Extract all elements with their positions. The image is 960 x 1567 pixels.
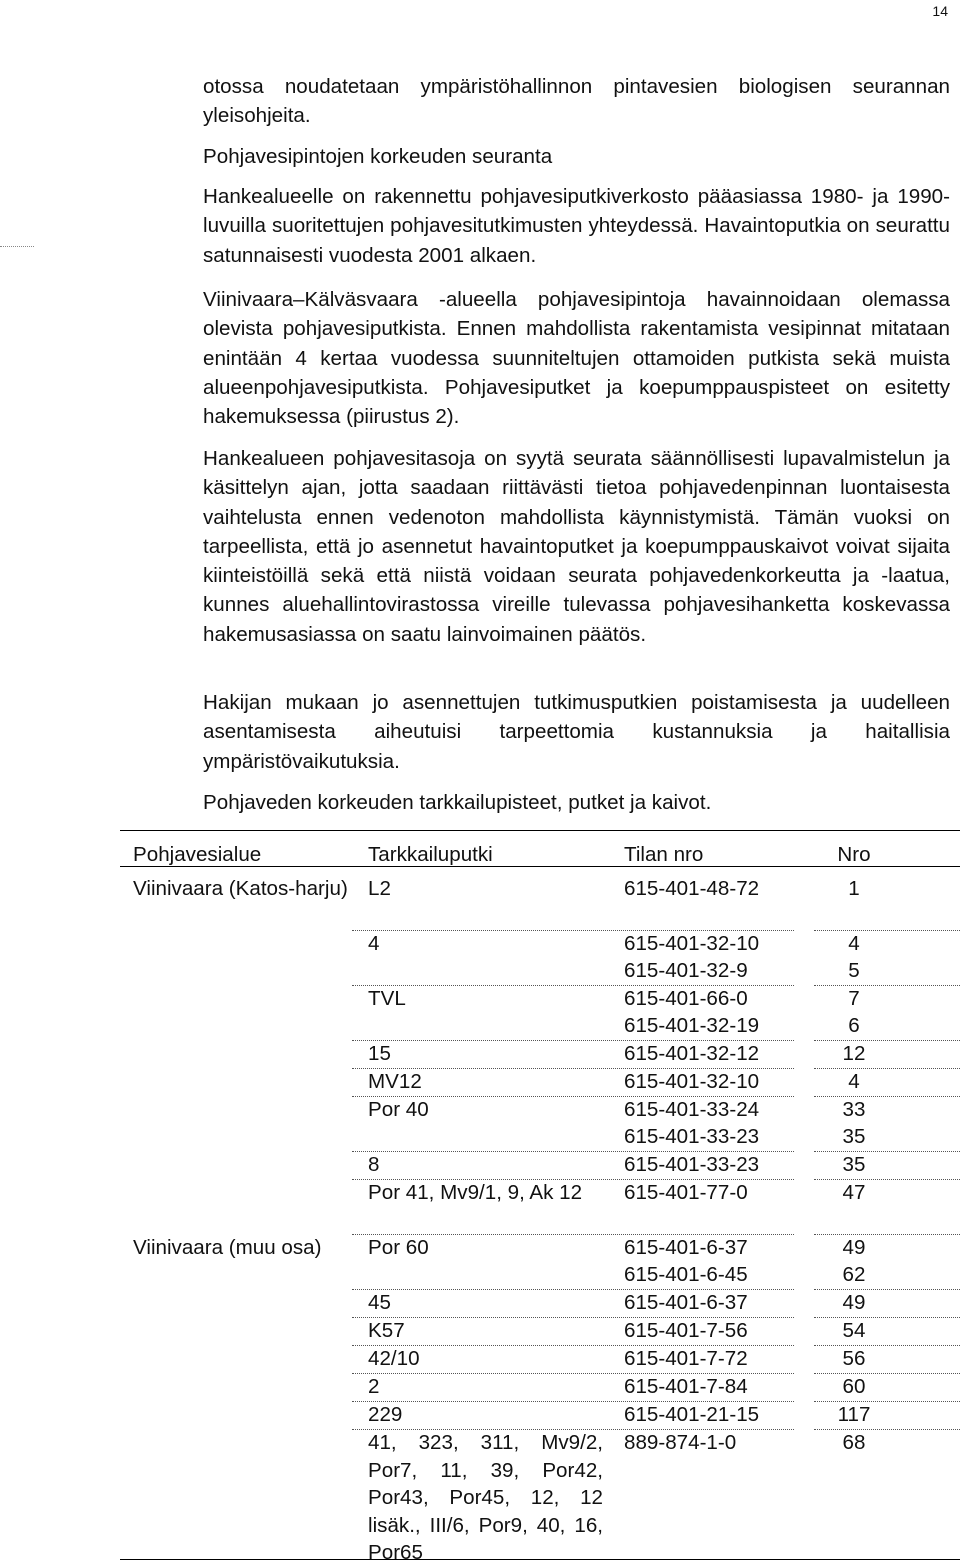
cell-tarkkailuputki: TVL: [368, 987, 406, 1010]
paragraph-4: [203, 444, 950, 649]
paragraph-5: [203, 688, 950, 776]
cell-tarkkailuputki: 2: [368, 1375, 380, 1398]
paragraph-text: Hankealueen pohjavesitasoja on syytä seurata säännöllisesti lupavalmistelun ja käsittelyn ajan, jotta saadaan riittävästi tietoa pohjavedenpinnan luontaisesta vaihtelusta ennen vedenoton mahdollista käynnistymistä. Tämän vuoksi on tarpeellista, että jo asennetut havaintoputket ja koepumppauskaivot voivat sijaita kiinteistöillä sekä että niistä voidaan seurata pohjavedenkorkeutta ja -laatua, kunnes aluehallintovirastossa vireille tulevassa pohjavesihanketta koskevassa hakemusasiassa on saatu lainvoimainen päätös.: [203, 447, 950, 646]
paragraph-3: [203, 285, 950, 431]
cell-nro: 60: [842, 1375, 866, 1398]
cell-tarkkailuputki: 45: [368, 1291, 391, 1314]
caption-text: Pohjaveden korkeuden tarkkailupisteet, putket ja kaivot.: [203, 791, 712, 814]
cell-nro: 68: [842, 1431, 866, 1454]
cell-tilan-nro: 615-401-48-72: [624, 877, 760, 900]
section-heading: [203, 142, 950, 171]
header-pohjavesialue: Pohjavesialue: [133, 843, 262, 866]
cell-nro: 4: [848, 932, 860, 955]
cell-nro: 49: [842, 1291, 866, 1314]
cell-tilan-nro: 615-401-7-84: [624, 1375, 748, 1398]
cell-tilan-nro: 615-401-33-24: [624, 1098, 760, 1121]
heading-text: Pohjavesipintojen korkeuden seuranta: [203, 145, 553, 168]
cell-tilan-nro: 615-401-32-19: [624, 1014, 760, 1037]
cell-tarkkailuputki: Por 40: [368, 1098, 429, 1121]
table-top-rule: [120, 830, 960, 831]
cell-tilan-nro: 615-401-33-23: [624, 1125, 760, 1148]
cell-nro: 35: [842, 1153, 866, 1176]
cell-tarkkailuputki: 229: [368, 1403, 403, 1426]
table-header-row: [120, 841, 960, 869]
cell-tilan-nro: 615-401-33-23: [624, 1153, 760, 1176]
cell-tarkkailuputki: MV12: [368, 1070, 422, 1093]
cell-tilan-nro: 615-401-6-37: [624, 1291, 748, 1314]
cell-nro: 54: [842, 1319, 866, 1342]
paragraph-text: Hakijan mukaan jo asennettujen tutkimusputkien poistamisesta ja uudelleen asentamisesta aiheutuisi tarpeettomia kustannuksia ja haitallisia ympäristövaikutuksia.: [203, 691, 950, 773]
cell-tarkkailuputki: 41, 323, 311, Mv9/2, Por7, 11, 39, Por42, Por43, Por45, 12, 12 lisäk., III/6, Por9, 40, 16, Por65: [368, 1431, 603, 1564]
cell-pohjavesialue: Viinivaara (Katos-harju): [133, 877, 348, 900]
cell-nro: 56: [842, 1347, 866, 1370]
cell-nro: 7: [848, 987, 860, 1010]
header-tilan-nro: Tilan nro: [624, 843, 704, 866]
cell-tarkkailuputki: L2: [368, 877, 391, 900]
page-number: 14: [932, 3, 948, 19]
cell-nro: 4: [848, 1070, 860, 1093]
paragraph-2: [203, 182, 950, 270]
cell-tilan-nro: 615-401-7-72: [624, 1347, 748, 1370]
cell-tarkkailuputki: Por 60: [368, 1236, 429, 1259]
cell-tarkkailuputki: 42/10: [368, 1347, 420, 1370]
cell-tilan-nro: 615-401-32-10: [624, 932, 760, 955]
cell-tilan-nro: 615-401-77-0: [624, 1181, 748, 1204]
cell-nro: 117: [837, 1403, 871, 1426]
cell-tarkkailuputki: 8: [368, 1153, 380, 1176]
cell-tilan-nro: 615-401-66-0: [624, 987, 748, 1010]
cell-nro: 5: [848, 959, 860, 982]
cell-tarkkailuputki: Por 41, Mv9/1, 9, Ak 12: [368, 1181, 583, 1204]
margin-mark: [0, 246, 34, 247]
cell-tilan-nro: 615-401-6-37: [624, 1236, 748, 1259]
header-tarkkailuputki: Tarkkailuputki: [368, 843, 493, 866]
cell-nro: 35: [842, 1125, 866, 1148]
cell-nro: 33: [842, 1098, 866, 1121]
cell-tarkkailuputki: 15: [368, 1042, 391, 1065]
paragraph-text: Hankealueelle on rakennettu pohjavesiputkiverkosto pääasiassa 1980- ja 1990-luvuilla suoritettujen pohjavesitutkimusten yhteydessä. Havaintoputkia on seurattu satunnaisesti vuodesta 2001 alkaen.: [203, 185, 950, 267]
cell-nro: 49: [842, 1236, 866, 1259]
cell-nro: 62: [842, 1263, 866, 1286]
cell-nro: 12: [842, 1042, 866, 1065]
cell-tilan-nro: 615-401-7-56: [624, 1319, 748, 1342]
cell-tarkkailuputki: 4: [368, 932, 380, 955]
cell-nro: 6: [848, 1014, 860, 1037]
header-nro: Nro: [837, 843, 871, 866]
paragraph-text: otossa noudatetaan ympäristöhallinnon pintavesien biologisen seurannan yleisohjeita.: [203, 75, 950, 128]
cell-pohjavesialue: Viinivaara (muu osa): [133, 1236, 322, 1259]
cell-nro: 47: [842, 1181, 866, 1204]
cell-tilan-nro: 615-401-21-15: [624, 1403, 760, 1426]
cell-nro: 1: [848, 877, 860, 900]
cell-tilan-nro: 615-401-32-12: [624, 1042, 760, 1065]
cell-tilan-nro: 889-874-1-0: [624, 1431, 737, 1454]
cell-tarkkailuputki: K57: [368, 1319, 405, 1342]
paragraph-1: [203, 72, 950, 131]
table-bottom-rule: [120, 1559, 960, 1560]
paragraph-text: Viinivaara–Kälväsvaara -alueella pohjavesipintoja havainnoidaan olemassa olevista pohjavesiputkista. Ennen mahdollista rakentamista vesipinnat mitataan enintään 4 kertaa vuodessa suunniteltujen ottamoiden putkista sekä muista alueenpohjavesiputkista. Pohjavesiputket ja koepumppauspisteet on esitetty hakemuksessa (piirustus 2).: [203, 288, 950, 429]
table-caption: [203, 788, 950, 817]
cell-tilan-nro: 615-401-6-45: [624, 1263, 748, 1286]
cell-tilan-nro: 615-401-32-9: [624, 959, 748, 982]
cell-tilan-nro: 615-401-32-10: [624, 1070, 760, 1093]
